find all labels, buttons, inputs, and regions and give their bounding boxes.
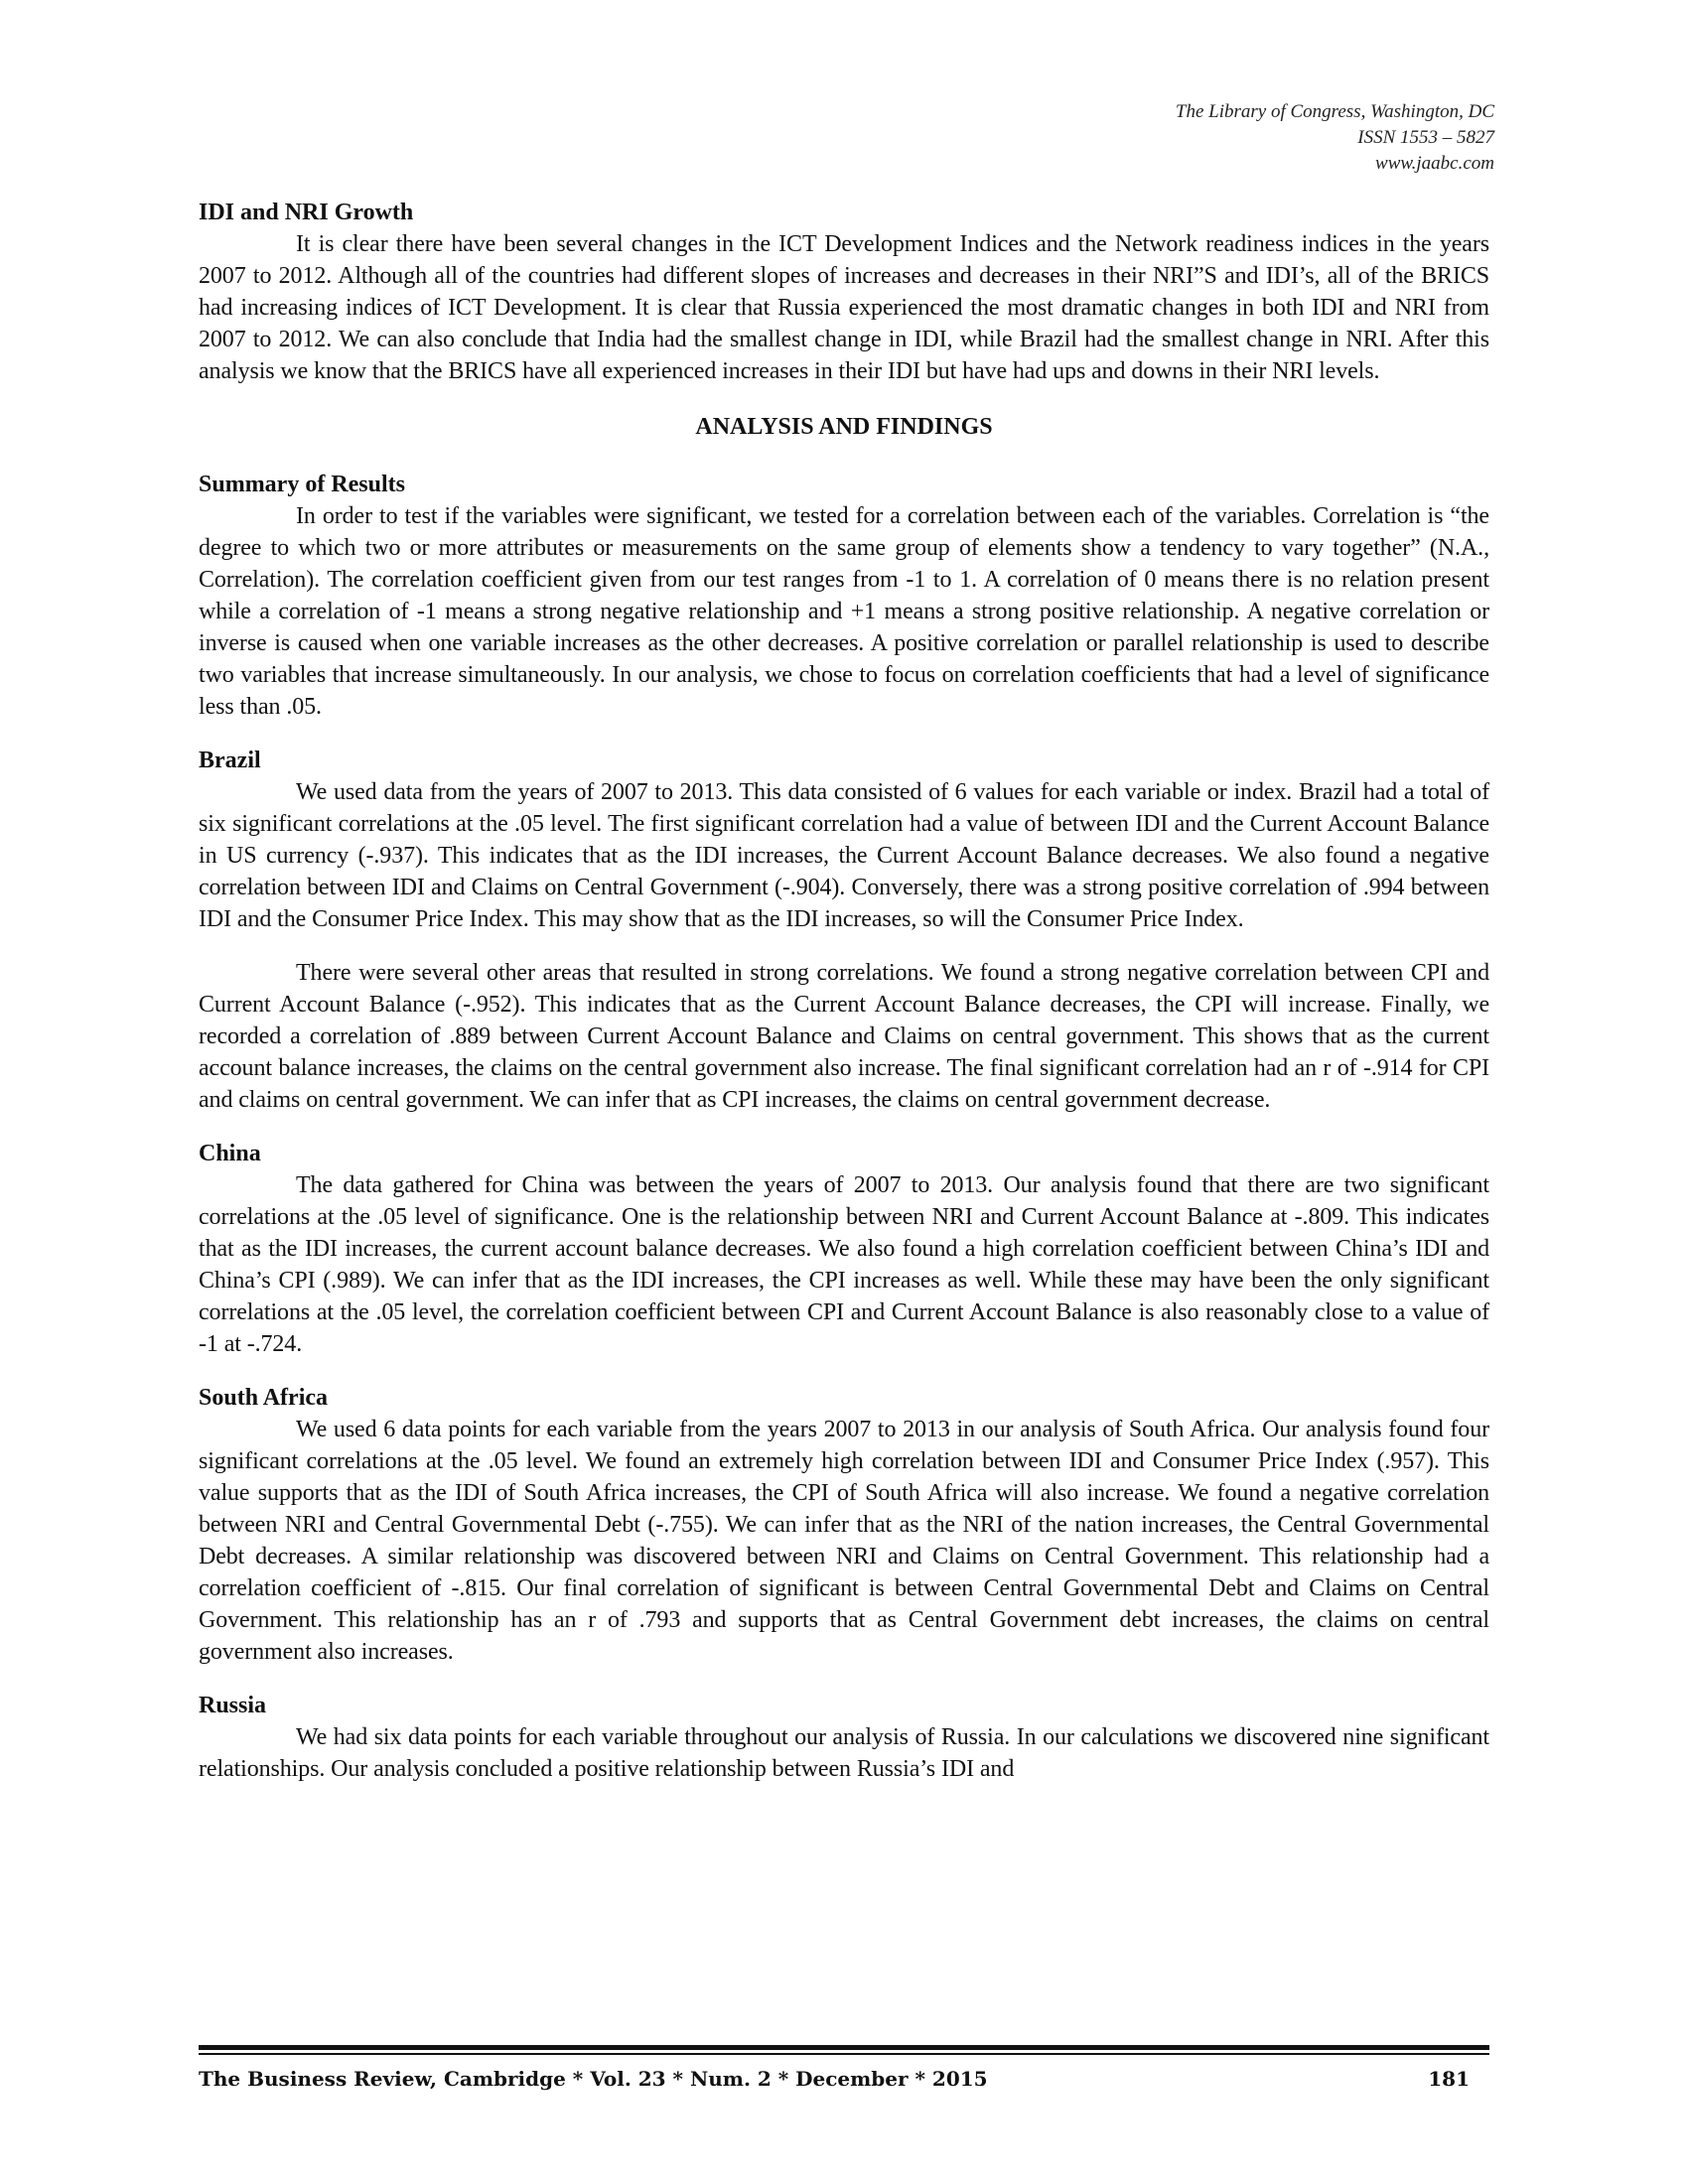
section-russia — [199, 1690, 1489, 1785]
section-china — [199, 1138, 1489, 1360]
paragraph: It is clear there have been several changes in the ICT Development Indices and the Network readiness indices in the years 2007 to 2012. Although all of the countries had different slopes of increases and decreases in their NRI”S and IDI’s, all of the BRICS had increasing indices of ICT Development. It is clear that Russia experienced the most dramatic changes in both IDI and NRI from 2007 to 2012. We can also conclude that India had the smallest change in IDI, while Brazil had the smallest change in NRI. After this analysis we know that the BRICS have all experienced increases in their IDI but have had ups and downs in their NRI levels. — [199, 231, 1489, 384]
header-issn-line: ISSN 1553 – 5827 — [1357, 127, 1494, 148]
section-heading: Russia — [199, 1693, 267, 1718]
section-heading: Summary of Results — [199, 472, 405, 497]
analysis-findings-title: ANALYSIS AND FINDINGS — [695, 414, 993, 440]
paragraph: We used 6 data points for each variable from the years 2007 to 2013 in our analysis of South Africa. Our analysis found four significant correlations at the .05 level. We found an extremely high correlation between IDI and Consumer Price Index (.957). This value supports that as the IDI of South Africa increases, the CPI of South Africa will also increase. We found a negative correlation between NRI and Central Governmental Debt (-.755). We can infer that as the NRI of the nation increases, the Central Governmental Debt decreases. A similar relationship was discovered between NRI and Claims on Central Government. This relationship had a correlation coefficient of -.815. Our final correlation of significant is between Central Governmental Debt and Claims on Central Government. This relationship has an r of .793 and supports that as Central Government debt increases, the claims on central government also increases. — [199, 1417, 1489, 1665]
footer-journal-citation: The Business Review, Cambridge * Vol. 23 * Num. 2 * December * 2015 — [199, 2067, 988, 2091]
paragraph: We used data from the years of 2007 to 2013. This data consisted of 6 values for each variable or index. Brazil had a total of six significant correlations at the .05 level. The first significant correlation had a value of between IDI and the Current Account Balance in US currency (-.937). This indicates that as the IDI increases, the Current Account Balance decreases. We also found a negative correlation between IDI and Claims on Central Government (-.904). Conversely, there was a strong positive correlation of .994 between IDI and the Consumer Price Index. This may show that as the IDI increases, so will the Consumer Price Index. — [199, 779, 1489, 932]
section-heading: Brazil — [199, 748, 261, 773]
header-library-line: The Library of Congress, Washington, DC — [1175, 101, 1494, 122]
footer-divider-thin — [199, 2053, 1489, 2055]
footer-divider-thick — [199, 2045, 1489, 2050]
paragraph: There were several other areas that resulted in strong correlations. We found a strong negative correlation between CPI and Current Account Balance (-.952). This indicates that as the Current Account Balance decreases, the CPI will increase. Finally, we recorded a correlation of .889 between Current Account Balance and Claims on central government. This shows that as the current account balance increases, the claims on the central government also increase. The final significant correlation had an r of -.914 for CPI and claims on central government. We can infer that as CPI increases, the claims on central government decrease. — [199, 960, 1489, 1113]
running-header — [1176, 99, 1494, 177]
paragraph: We had six data points for each variable throughout our analysis of Russia. In our calculations we discovered nine significant relationships. Our analysis concluded a positive relationship between Russia’s IDI and — [199, 1724, 1489, 1782]
page-body — [199, 197, 1489, 1807]
section-heading: China — [199, 1141, 261, 1166]
section-brazil — [199, 745, 1489, 1116]
section-summary-of-results — [199, 469, 1489, 723]
section-heading: South Africa — [199, 1385, 329, 1411]
section-south-africa — [199, 1382, 1489, 1668]
paragraph: In order to test if the variables were significant, we tested for a correlation between each of the variables. Correlation is “the degree to which two or more attributes or measurements on the same group of elements show a tendency to vary together” (N.A., Correlation). The correlation coefficient given from our test ranges from -1 to 1. A correlation of 0 means there is no relation present while a correlation of -1 means a strong negative relationship and +1 means a strong positive relationship. A negative correlation or inverse is caused when one variable increases as the other decreases. A positive correlation or parallel relationship is used to describe two variables that increase simultaneously. In our analysis, we chose to focus on correlation coefficients that had a level of significance less than .05. — [199, 503, 1489, 720]
page-number: 181 — [1428, 2067, 1470, 2091]
section-idi-nri-growth — [199, 197, 1489, 387]
header-website-line: www.jaabc.com — [1375, 153, 1494, 174]
section-heading: IDI and NRI Growth — [199, 200, 414, 225]
paragraph: The data gathered for China was between the years of 2007 to 2013. Our analysis found that there are two significant correlations at the .05 level of significance. One is the relationship between NRI and Current Account Balance at -.809. This indicates that as the IDI increases, the current account balance decreases. We also found a high correlation coefficient between China’s IDI and China’s CPI (.989). We can infer that as the IDI increases, the CPI increases as well. While these may have been the only significant correlations at the .05 level, the correlation coefficient between CPI and Current Account Balance is also reasonably close to a value of -1 at -.724. — [199, 1172, 1489, 1357]
